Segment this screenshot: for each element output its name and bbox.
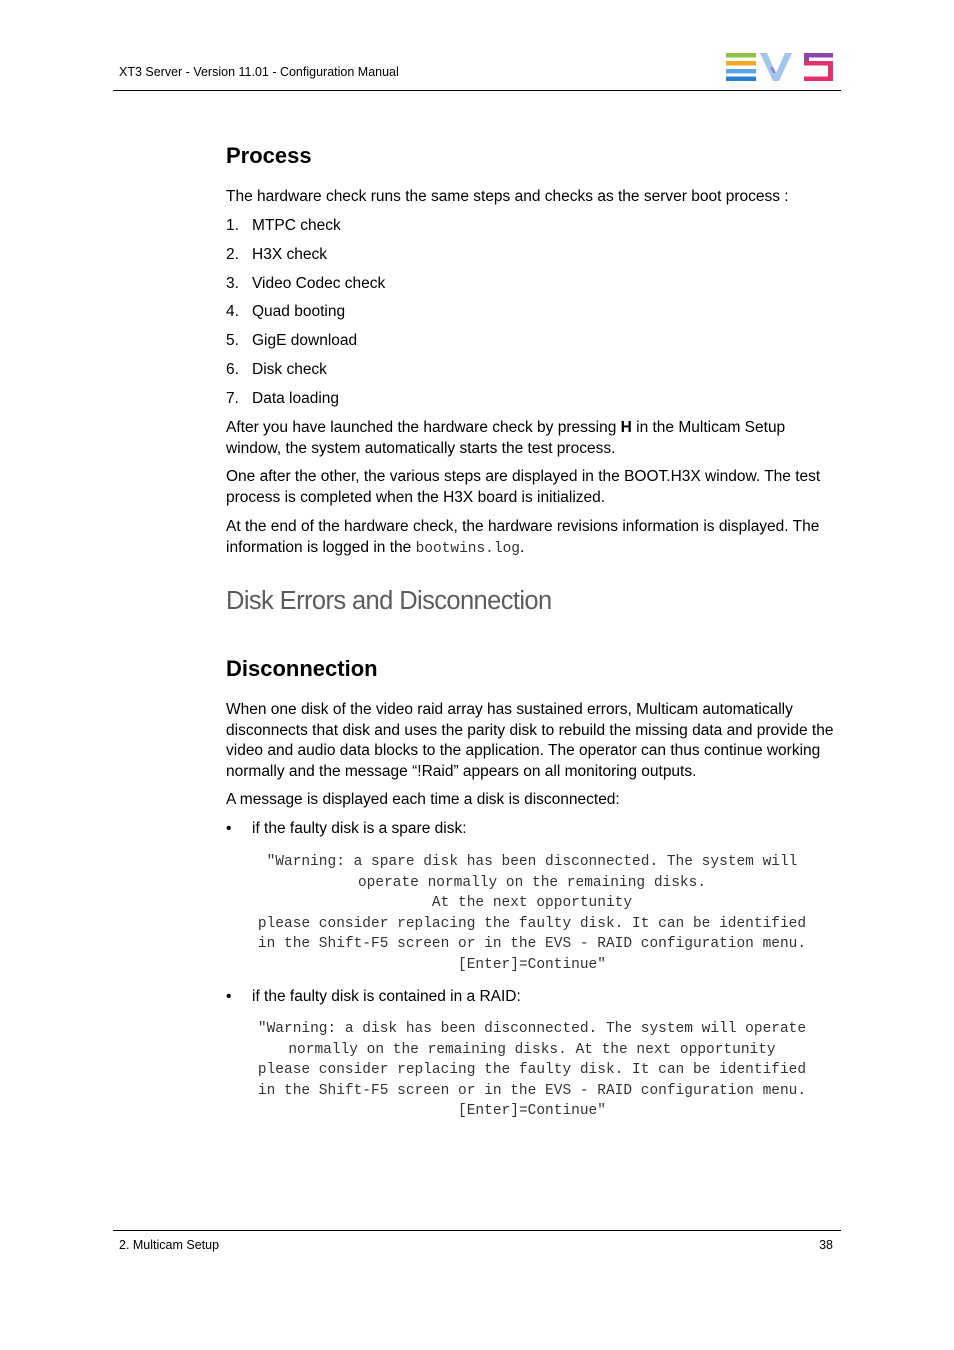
process-step: 1. MTPC check [226,217,341,234]
warning-code-spare: "Warning: a spare disk has been disconnected. The system will operate normally on the remaining disks. At the next opportunity please consider replacing the faulty disk. It can be identified in the Shift-F5 screen or in the EVS - RAID configuration menu. [Enter]=Continue" [257,854,807,973]
bullet-icon: • [226,988,232,1005]
section-heading: Disk Errors and Disconnection [226,587,552,615]
process-step: 2. H3X check [226,246,327,263]
footer-divider [113,1230,841,1231]
document-header-title: XT3 Server - Version 11.01 - Configuration Manual [119,65,399,79]
disconnection-message-intro: A message is displayed each time a disk is disconnected: [226,791,620,808]
disconnection-paragraph: When one disk of the video raid array has sustained errors, Multicam automatically disconnects that disk and uses the parity disk to rebuild the missing data and provide the video and audio data blocks to the application. The operator can thus continue working normally and the message “!Raid” appears on all monitoring outputs. [226,701,834,780]
process-step: 4. Quad booting [226,303,346,320]
bullet-spare-disk: • if the faulty disk is a spare disk: [226,819,467,840]
evs-logo [726,53,834,81]
log-filename: bootwins.log [415,540,520,557]
process-paragraph-log: At the end of the hardware check, the hardware revisions information is displayed. The information is logged in the bootwins.log. [226,518,820,557]
process-paragraph-steps: One after the other, the various steps are displayed in the BOOT.H3X window. The test process is completed when the H3X board is initialized. [226,468,821,506]
footer-section: 2. Multicam Setup [119,1238,220,1252]
process-intro: The hardware check runs the same steps and checks as the server boot process : [226,188,789,205]
disconnection-heading: Disconnection [226,656,378,681]
header-divider [113,90,841,91]
process-step: 3. Video Codec check [226,275,386,292]
process-heading: Process [226,143,312,168]
process-paragraph-launch: After you have launched the hardware check by pressing H in the Multicam Setup window, the system automatically starts the test process. [226,419,786,457]
process-step: 7. Data loading [226,390,340,407]
process-step: 6. Disk check [226,361,327,378]
bullet-icon: • [226,820,232,837]
bullet-raid-disk: • if the faulty disk is contained in a RAID: [226,987,521,1008]
warning-code-raid: "Warning: a disk has been disconnected. The system will operate normally on the remaining disks. At the next opportunity please consider replacing the faulty disk. It can be identified in the Shift-F5 screen or in the EVS - RAID configuration menu. [Enter]=Continue" [257,1021,807,1120]
page-number: 38 [819,1238,833,1252]
process-step: 5. GigE download [226,332,358,349]
